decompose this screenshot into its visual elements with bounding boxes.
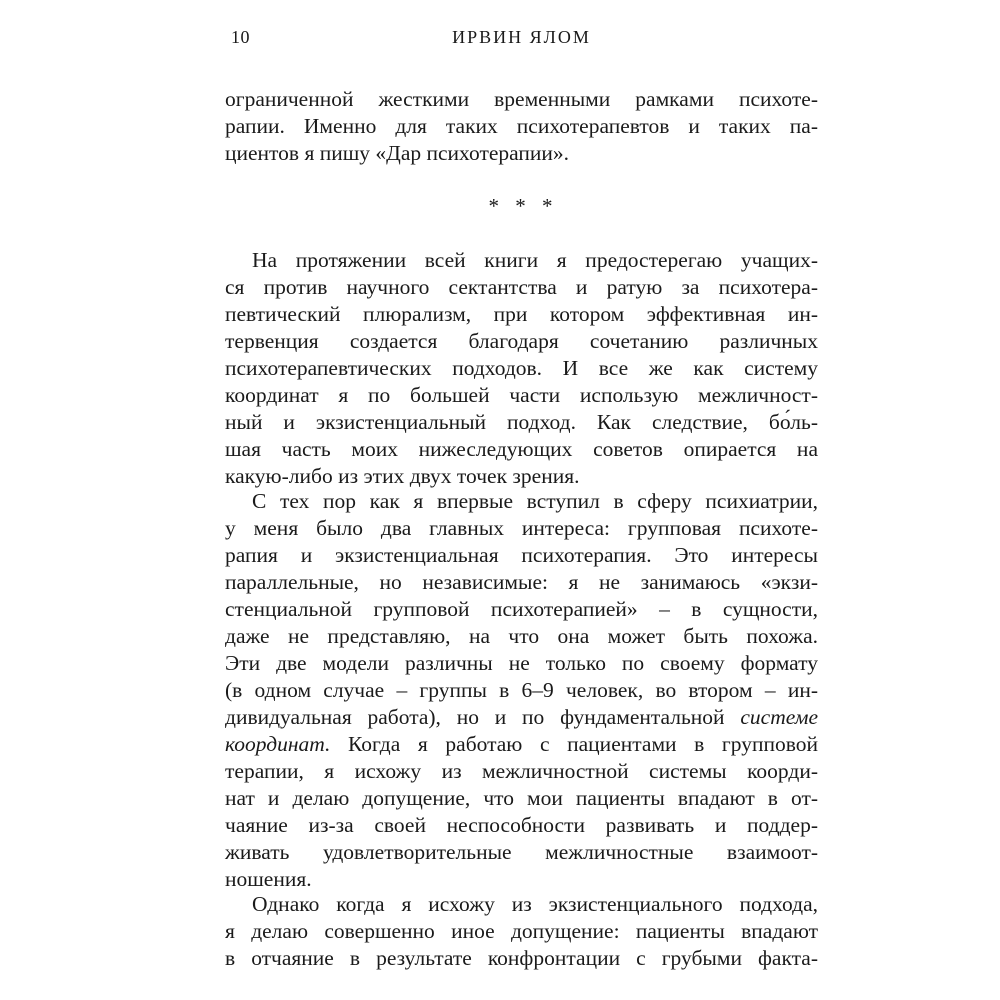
paragraph [225,488,818,893]
text-line [225,463,818,490]
paragraph [225,891,818,972]
text-line [225,891,818,918]
text-run: С тех пор как я впервые вступил в сферу психиатрии, [252,489,818,513]
text-line [225,409,818,436]
text-line [225,650,818,677]
text-line [225,812,818,839]
text-run: стенциальной групповой психотерапией» – в сущности, [225,597,818,621]
text-line [225,866,818,893]
text-run: циентов я пишу «Дар психотерапии». [225,141,570,165]
text-run: ный и экзистенциальный подход. Как следствие, бо́ль- [225,410,818,434]
text-line [225,704,818,731]
text-run: тервенция создается благодаря сочетанию различных [225,329,818,353]
text-line [225,596,818,623]
text-line [225,731,818,758]
running-title: ИРВИН ЯЛОМ [452,27,591,47]
page-header [225,27,818,49]
text-run: Эти две модели различны не только по своему формату [225,651,818,675]
text-run: в отчаяние в результате конфронтации с грубыми факта- [225,946,818,970]
text-run: я делаю совершенно иное допущение: пациенты впадают [225,919,818,943]
text-run: координат я по большей части использую межличност- [225,383,818,407]
text-run: рапии. Именно для таких психотерапевтов и таких па- [225,114,818,138]
text-run: певтический плюрализм, при котором эффективная ин- [225,302,818,326]
text-line [225,274,818,301]
text-run: ношения. [225,867,312,891]
text-line [225,488,818,515]
text-run: дивидуальная работа), но и по фундаментальной [225,705,741,729]
text-line [225,140,818,167]
text-run: нат и делаю допущение, что мои пациенты впадают в от- [225,786,818,810]
text-run: ограниченной жесткими временными рамками психоте- [225,87,818,111]
text-run: На протяжении всей книги я предостерегаю учащих- [252,248,818,272]
text-line [225,569,818,596]
text-line [225,918,818,945]
text-line [225,382,818,409]
page-number: 10 [231,27,250,47]
text-line [225,515,818,542]
text-line [225,355,818,382]
text-line [225,758,818,785]
text-run: (в одном случае – группы в 6–9 человек, во втором – ин- [225,678,818,702]
text-run: терапии, я исхожу из межличностной системы коорди- [225,759,818,783]
text-line [225,247,818,274]
text-run: шая часть моих нижеследующих советов опирается на [225,437,818,461]
text-run: какую-либо из этих двух точек зрения. [225,464,580,488]
text-line [225,839,818,866]
italic-text-run: системе [740,705,818,729]
text-run: Однако когда я исхожу из экзистенциального подхода, [252,892,818,916]
text-line [225,86,818,113]
text-line [225,113,818,140]
text-line [225,945,818,972]
text-line [225,301,818,328]
text-run: даже не представляю, на что она может быть похожа. [225,624,818,648]
text-run: у меня было два главных интереса: групповая психоте- [225,516,818,540]
text-run: параллельные, но независимые: я не занимаюсь «экзи- [225,570,818,594]
text-run: Когда я работаю с пациентами в групповой [330,732,818,756]
text-line [225,542,818,569]
italic-text-run: координат. [225,732,331,756]
text-line [225,436,818,463]
text-line [225,328,818,355]
text-run: живать удовлетворительные межличностные взаимоот- [225,840,818,864]
text-run: рапия и экзистенциальная психотерапия. Это интересы [225,543,818,567]
paragraph-continuation [225,86,818,167]
section-separator: * * * [488,194,555,218]
text-line [225,623,818,650]
text-run: ся против научного сектантства и ратую за психотера- [225,275,818,299]
text-line [225,785,818,812]
text-run: чаяние из-за своей неспособности развивать и поддер- [225,813,818,837]
paragraph [225,247,818,490]
text-run: психотерапевтических подходов. И все же как систему [225,356,818,380]
text-line [225,677,818,704]
